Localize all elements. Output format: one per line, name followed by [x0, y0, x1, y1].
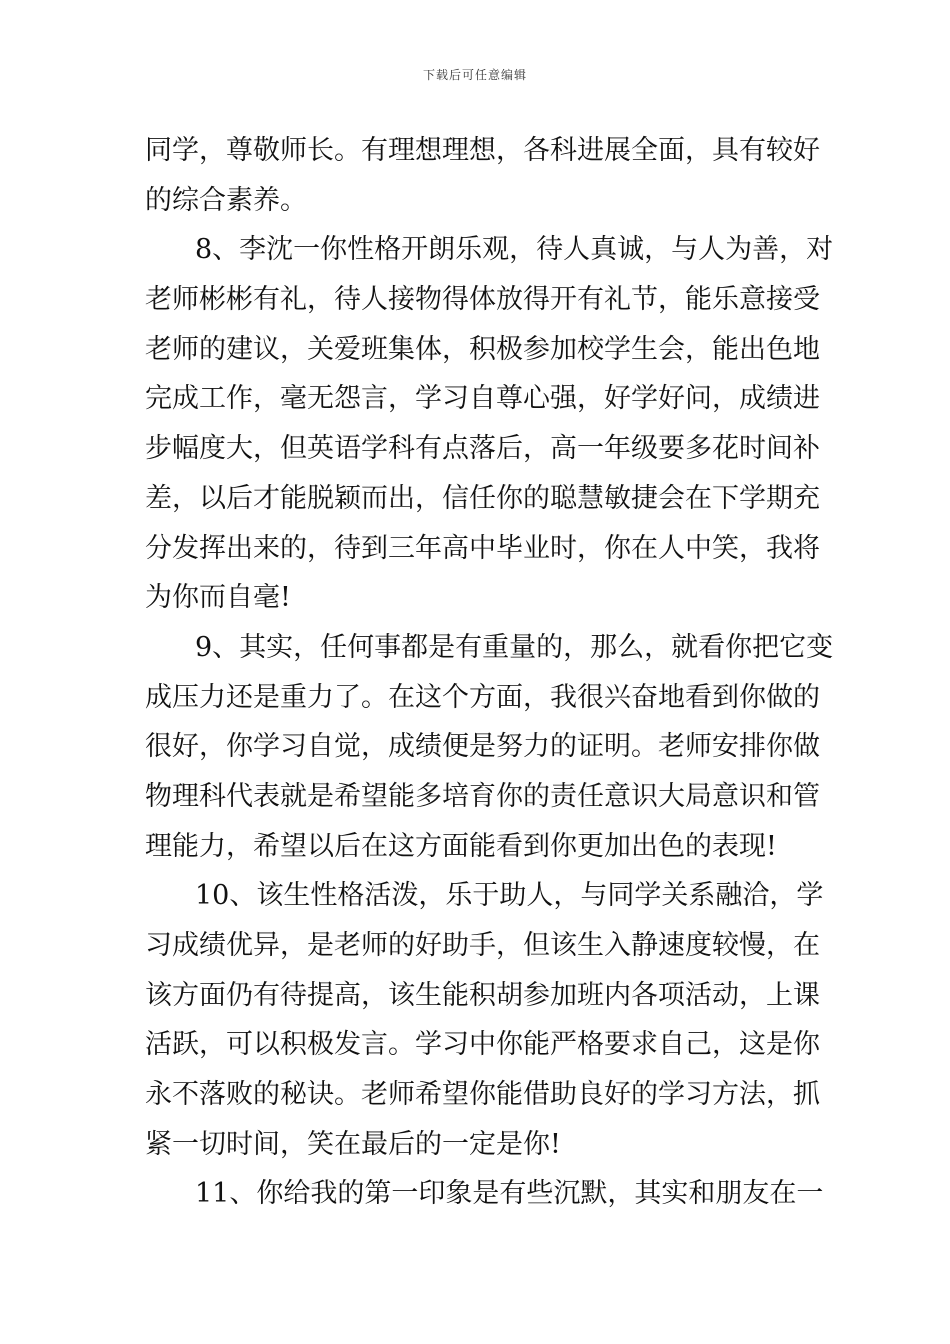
text-line: 成压力还是重力了。在这个方面，我很兴奋地看到你做的	[145, 681, 820, 713]
text-line: 习成绩优异，是老师的好助手，但该生入静速度较慢，在	[145, 930, 820, 961]
text-line: 老师的建议，关爱班集体，积极参加校学生会，能出色地	[145, 333, 820, 365]
text-line: 紧一切时间，笑在最后的一定是你!	[145, 1128, 561, 1160]
text-line: 10、该生性格活泼，乐于助人，与同学关系融洽，学	[195, 880, 824, 912]
text-line: 为你而自毫!	[145, 582, 291, 614]
text-line: 物理科代表就是希望能多培育你的责任意识大局意识和管	[145, 780, 820, 812]
text-line: 8、李沈一你性格开朗乐观，待人真诚，与人为善，对	[195, 234, 834, 266]
text-line: 老师彬彬有礼，待人接物得体放得开有礼节，能乐意接受	[145, 284, 820, 316]
text-line: 活跃，可以积极发言。学习中你能严格要求自己，这是你	[145, 1029, 820, 1061]
text-line: 很好，你学习自觉，成绩便是努力的证明。老师安排你做	[145, 731, 820, 763]
text-line: 永不落败的秘诀。老师希望你能借助良好的学习方法，抓	[145, 1079, 820, 1111]
document-body	[145, 126, 834, 1219]
text-line: 差，以后才能脱颖而出，信任你的聪慧敏捷会在下学期充	[145, 482, 820, 514]
text-line: 该方面仍有待提高，该生能积胡参加班内各项活动，上课	[145, 979, 820, 1011]
text-line: 完成工作，毫无怨言，学习自尊心强，好学好问，成绩进	[145, 383, 820, 415]
text-line: 同学，尊敬师长。有理想理想，各科进展全面，具有较好	[145, 135, 820, 166]
text-line: 9、其实，任何事都是有重量的，那么，就看你把它变	[195, 631, 834, 663]
text-line: 11、你给我的第一印象是有些沉默，其实和朋友在一	[195, 1178, 824, 1210]
text-line: 理能力，希望以后在这方面能看到你更加出色的表现!	[145, 830, 777, 862]
page-header-note: 下载后可任意编辑	[422, 68, 527, 82]
text-line: 的综合素养。	[145, 184, 307, 216]
text-line: 分发挥出来的，待到三年高中毕业时，你在人中笑，我将	[145, 532, 820, 564]
text-line: 步幅度大，但英语学科有点落后，高一年级要多花时间补	[145, 433, 820, 465]
